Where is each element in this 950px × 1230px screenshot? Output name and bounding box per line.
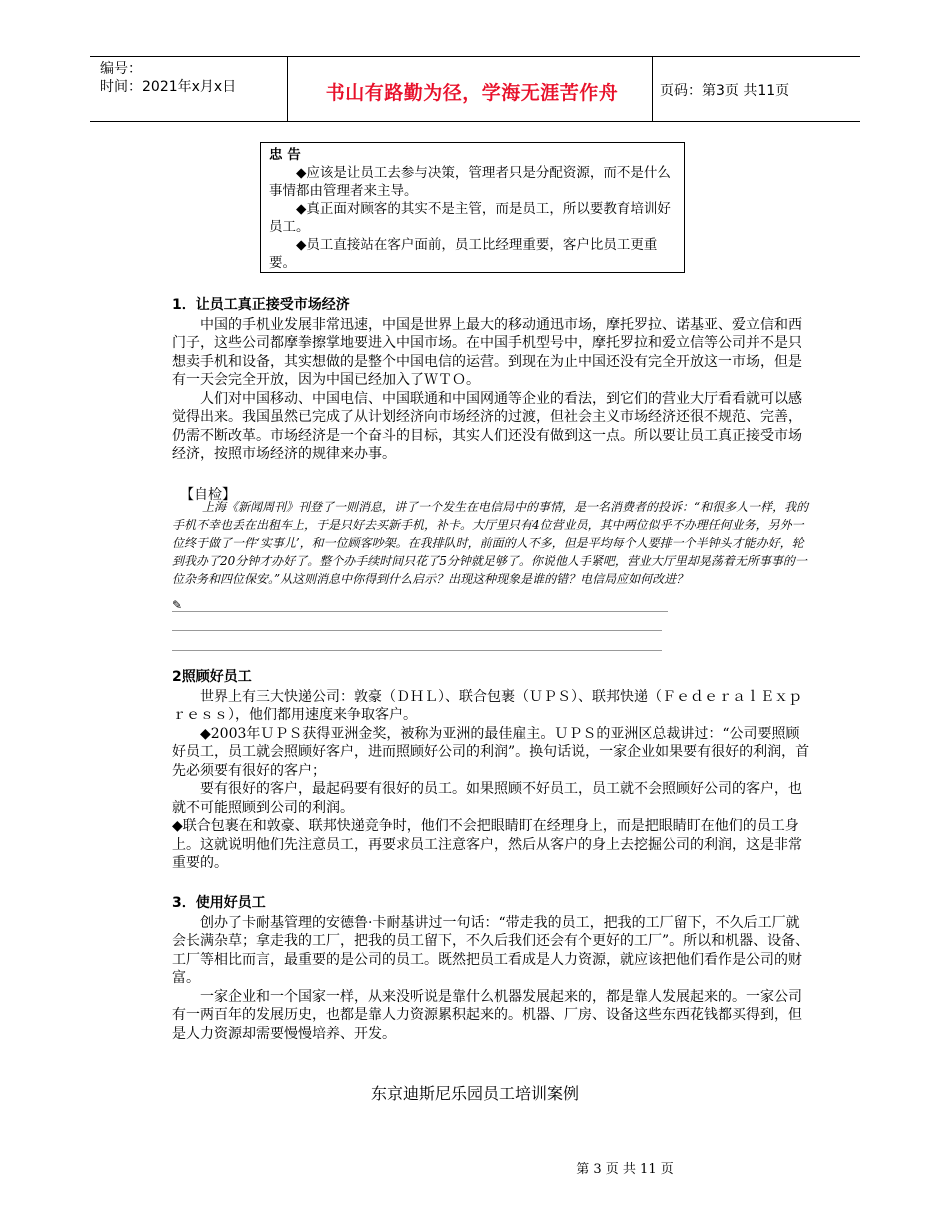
section-2-title: 2照顾好员工 xyxy=(172,669,252,685)
answer-line[interactable] xyxy=(172,611,668,612)
header-time-label: 时间：2021年x月x日 xyxy=(100,79,237,95)
answer-line[interactable] xyxy=(172,650,662,651)
notice-item: ◆应该是让员工去参与决策，管理者只是分配资源，而不是什么事情都由管理者来主导。 xyxy=(269,165,671,199)
notice-box xyxy=(260,142,685,273)
section-2-paragraph: ◆2003年ＵＰＳ获得亚洲金奖，被称为亚洲的最佳雇主。ＵＰＳ的亚洲区总裁讲过：“公司要照顾好员工，员工就会照顾好客户，进而照顾好公司的利润”。换句话说，一家企业如果要有很好的利润，首先必须要有很好的客户； xyxy=(172,725,810,779)
section-3-paragraph: 一家企业和一个国家一样，从来没听说是靠什么机器发展起来的，都是靠人发展起来的。一家公司有一两百年的发展历史，也都是靠人力资源累积起来的。机器、厂房、设备这些东西花钱都买得到，但是人力资源却需要慢慢培养、开发。 xyxy=(172,988,802,1042)
answer-line[interactable] xyxy=(172,630,662,631)
page-footer: 第 3 页 共 11 页 xyxy=(576,1162,674,1177)
selfcheck-title: 【自检】 xyxy=(180,487,236,503)
header-divider-left xyxy=(287,56,288,121)
header-page-info: 页码：第3页 共11页 xyxy=(660,83,790,99)
header-divider-right xyxy=(652,56,653,121)
case-title: 东京迪斯尼乐园员工培训案例 xyxy=(370,1084,579,1103)
header-bottom-rule xyxy=(90,121,860,122)
section-1-title: 1．让员工真正接受市场经济 xyxy=(172,297,350,313)
selfcheck-text: 上海《新闻周刊》刊登了一则消息，讲了一个发生在电信局中的事情，是一名消费者的投诉：“和很多人一样，我的手机不幸也丢在出租车上，于是只好去买新手机，补卡。大厅里只有4位营业员，其中两位似乎不办理任何业务，另外一位终于做了一件‘实事儿’，和一位顾客吵架。在我排队时，前面的人不多，但是平均每个人要排一个半钟头才能办好，轮到我办了20分钟才办好了。整个办手续时间只花了5分钟就足够了。你说他人手紧吧，营业大厅里却晃荡着无所事事的一位杂务和四位保安。”从这则消息中你得到什么启示？出现这种现象是谁的错？电信局应如何改进？ xyxy=(172,500,809,586)
notice-title: 忠 告 xyxy=(269,147,301,163)
section-2-paragraph: 世界上有三大快递公司：敦豪（ＤＨＬ）、联合包裹（ＵＰＳ）、联邦快递（ＦｅｄｅｒａｌＥｘｐｒｅｓｓ），他们都用速度来争取客户。 xyxy=(172,688,802,723)
notice-item: ◆真正面对顾客的其实不是主管，而是员工，所以要教育培训好员工。 xyxy=(269,201,671,235)
section-3-title: 3．使用好员工 xyxy=(172,895,266,911)
notice-item: ◆员工直接站在客户面前，员工比经理重要，客户比员工更重要。 xyxy=(269,237,658,271)
section-3 xyxy=(172,894,812,1043)
section-2 xyxy=(172,668,812,873)
section-3-paragraph: 创办了卡耐基管理的安德鲁·卡耐基讲过一句话：“带走我的员工，把我的工厂留下，不久后工厂就会长满杂草；拿走我的工厂，把我的员工留下，不久后我们还会有个更好的工厂”。所以和机器、设备、工厂等相比而言，最重要的是公司的员工。既然把员工看成是人力资源，就应该把他们看作是公司的财富。 xyxy=(172,914,810,986)
pen-icon: ✎ xyxy=(172,598,183,612)
section-1-paragraph: 人们对中国移动、中国电信、中国联通和中国网通等企业的看法，到它们的营业大厅看看就可以感觉得出来。我国虽然已完成了从计划经济向市场经济的过渡，但社会主义市场经济还很不规范、完善，仍需不断改革。市场经济是一个奋斗的目标，其实人们还没有做到这一点。所以要让员工真正接受市场经济，按照市场经济的规律来办事。 xyxy=(172,390,802,462)
section-2-paragraph: ◆联合包裹在和敦豪、联邦快递竞争时，他们不会把眼睛盯在经理身上，而是把眼睛盯在他们的员工身上。这就说明他们先注意员工，再要求员工注意客户，然后从客户的身上去挖掘公司的利润，这是非常重要的。 xyxy=(172,818,802,871)
section-1 xyxy=(172,296,812,464)
section-2-paragraph: 要有很好的客户，最起码要有很好的员工。如果照顾不好员工，员工就不会照顾好公司的客户，也就不可能照顾到公司的利润。 xyxy=(172,781,802,816)
header-number-label: 编号： xyxy=(100,61,142,77)
header-motto: 书山有路勤为径，学海无涯苦作舟 xyxy=(325,82,619,104)
section-1-paragraph: 中国的手机业发展非常迅速，中国是世界上最大的移动通迅市场，摩托罗拉、诺基亚、爱立信和西门子，这些公司都摩拳擦掌地要进入中国市场。在中国手机型号中，摩托罗拉和爱立信等公司并不是只想卖手机和设备，其实想做的是整个中国电信的运营。到现在为止中国还没有完全开放这一市场，但是有一天会完全开放，因为中国已经加入了ＷＴＯ。 xyxy=(172,316,802,388)
header-top-rule xyxy=(90,56,860,57)
